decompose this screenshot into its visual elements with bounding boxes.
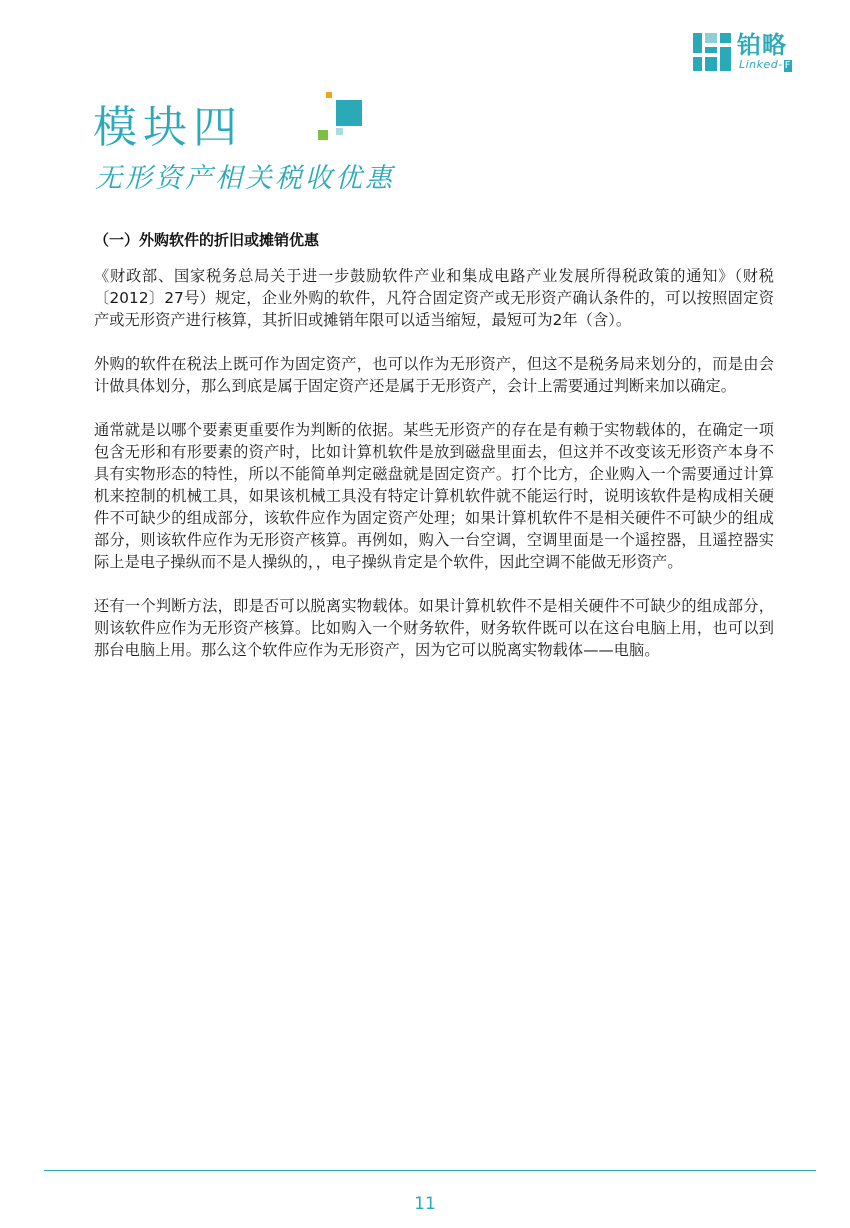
brand-logo [693, 33, 811, 75]
module-title: 模块四 [93, 102, 243, 153]
decorative-square-blue [336, 100, 362, 126]
paragraph: 还有一个判断方法，即是否可以脱离实物载体。如果计算机软件不是相关硬件不可缺少的组成部分，则该软件应作为无形资产核算。比如购入一个财务软件，财务软件既可以在这台电脑上用，也可以到那台电脑上用。那么这个软件应作为无形资产，因为它可以脱离实物载体——电脑。 [94, 597, 774, 659]
brand-english-prefix: Linked- [739, 58, 783, 71]
section-body [94, 265, 774, 683]
brand-english-suffix: F [784, 60, 792, 71]
paragraph: 《财政部、国家税务总局关于进一步鼓励软件产业和集成电路产业发展所得税政策的通知》（财税〔2012〕27号）规定，企业外购的软件，凡符合固定资产或无形资产确认条件的，可以按照固定资产或无形资产进行核算，其折旧或摊销年限可以适当缩短，最短可为2年（含）。 [94, 267, 774, 329]
brand-logo-icon [693, 33, 731, 71]
brand-name: 铂略 [737, 31, 787, 59]
page-number: 11 [414, 1194, 436, 1214]
decorative-square-green [318, 130, 328, 140]
decorative-square-orange [326, 92, 332, 98]
section-heading: （一）外购软件的折旧或摊销优惠 [94, 231, 320, 249]
paragraph: 通常就是以哪个要素更重要作为判断的依据。某些无形资产的存在是有赖于实物载体的，在确定一项包含无形和有形要素的资产时，比如计算机软件是放到磁盘里面去，但这并不改变该无形资产本身不具有实物形态的特性，所以不能简单判定磁盘就是固定资产。打个比方，企业购入一个需要通过计算机来控制的机械工具，如果该机械工具没有特定计算机软件就不能运行时，说明该软件是构成相关硬件不可缺少的组成部分，该软件应作为固定资产处理；如果计算机软件不是相关硬件不可缺少的组成部分，则该软件应作为无形资产核算。再例如，购入一台空调，空调里面是一个遥控器，且遥控器实际上是电子操纵而不是人操纵的，，电子操纵肯定是个软件，因此空调不能做无形资产。 [94, 421, 774, 571]
footer-divider [44, 1170, 816, 1171]
brand-english-name [739, 58, 792, 72]
module-subtitle: 无形资产相关税收优惠 [95, 163, 395, 194]
paragraph: 外购的软件在税法上既可作为固定资产，也可以作为无形资产，但这不是税务局来划分的，而是由会计做具体划分，那么到底是属于固定资产还是属于无形资产，会计上需要通过判断来加以确定。 [94, 355, 774, 395]
decorative-square-light-blue [336, 128, 343, 135]
